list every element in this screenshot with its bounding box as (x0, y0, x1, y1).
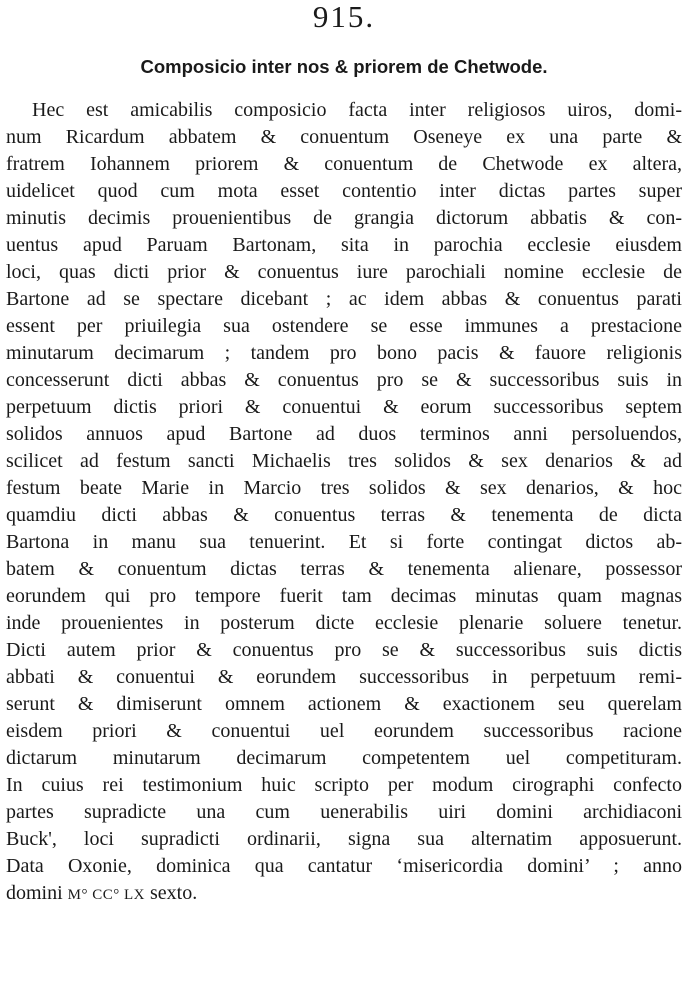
body-text (6, 97, 682, 880)
body-line: scilicet ad festum sancti Michaelis tres solidos & sex denarios & ad (6, 450, 682, 472)
body-line: quamdiu dicti abbas & conuentus terras & tenementa de dicta (6, 504, 682, 526)
body-line: abbati & conuentui & eorundem successoribus in perpetuum remi- (6, 666, 682, 688)
body-line: In cuius rei testimonium huic scripto per modum cirographi confecto (6, 774, 682, 796)
body-line: batem & conuentum dictas terras & tenementa alienare, possessor (6, 558, 682, 580)
body-line: Bartona in manu sua tenuerint. Et si forte contingat dictos ab- (6, 531, 682, 553)
body-line: serunt & dimiserunt omnem actionem & exactionem seu querelam (6, 693, 682, 715)
body-line: uentus apud Paruam Bartonam, sita in parochia ecclesie eiusdem (6, 234, 682, 256)
body-line: eisdem priori & conuentui uel eorundem successoribus racione (6, 720, 682, 742)
body-line: minutarum decimarum ; tandem pro bono pacis & fauore religionis (6, 342, 682, 364)
body-line: partes supradicte una cum uenerabilis uiri domini archidiaconi (6, 801, 682, 823)
last-line-suffix: sexto. (145, 882, 198, 904)
body-line: festum beate Marie in Marcio tres solidos & sex denarios, & hoc (6, 477, 682, 499)
body-line: essent per priuilegia sua ostendere se esse immunes a prestacione (6, 315, 682, 337)
body-line: minutis decimis prouenientibus de grangia dictorum abbatis & con- (6, 207, 682, 229)
last-line-date: M° CC° LX (67, 887, 146, 903)
body-line: Data Oxonie, dominica qua cantatur ‘misericordia domini’ ; anno (6, 855, 682, 877)
body-line: concesserunt dicti abbas & conuentus pro se & successoribus suis in (6, 369, 682, 391)
body-line: Buck', loci supradicti ordinarii, signa sua alternatim apposuerunt. (6, 828, 682, 850)
body-line: Hec est amicabilis composicio facta inter religiosos uiros, domi- (32, 99, 682, 121)
last-line-prefix: domini (6, 882, 68, 904)
body-line: perpetuum dictis priori & conuentui & eorum successoribus septem (6, 396, 682, 418)
document-title: Composicio inter nos & priorem de Chetwode. (140, 56, 548, 77)
body-line: num Ricardum abbatem & conuentum Oseneye ex una parte & (6, 126, 682, 148)
body-line: inde prouenientes in posterum dicte ecclesie plenarie soluere tenetur. (6, 612, 682, 634)
body-line: eorundem qui pro tempore fuerit tam decimas minutas quam magnas (6, 585, 682, 607)
body-line-last (6, 880, 682, 909)
body-line: solidos annuos apud Bartone ad duos terminos anni persoluendos, (6, 423, 682, 445)
body-line: uidelicet quod cum mota esset contentio inter dictas partes super (6, 180, 682, 202)
body-line: Dicti autem prior & conuentus pro se & successoribus suis dictis (6, 639, 682, 661)
body-line: dictarum minutarum decimarum competentem uel competituram. (6, 747, 682, 769)
body-line: Bartone ad se spectare dicebant ; ac idem abbas & conuentus parati (6, 288, 682, 310)
body-line: loci, quas dicti prior & conuentus iure parochiali nomine ecclesie de (6, 261, 682, 283)
page-number: 915. (312, 0, 376, 34)
body-line: fratrem Iohannem priorem & conuentum de Chetwode ex altera, (6, 153, 682, 175)
